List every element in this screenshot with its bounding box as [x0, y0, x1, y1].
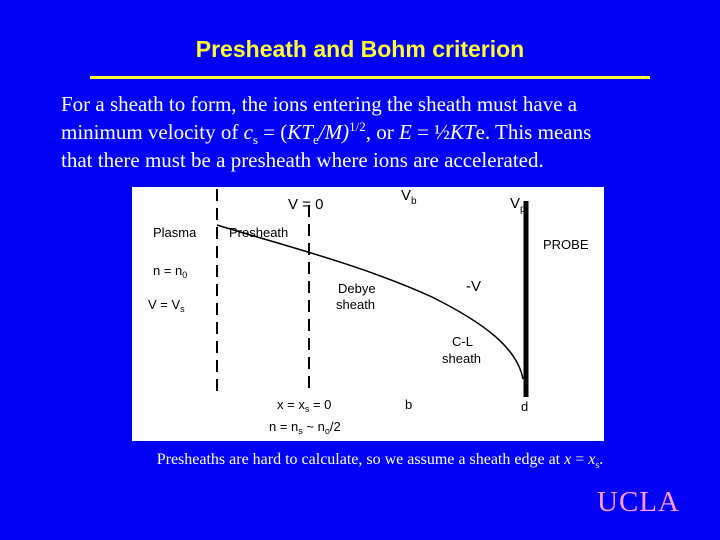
body-line-1: For a sheath to form, the ions entering the sheath must have a [61, 92, 578, 116]
voltage-subscript: s [180, 304, 185, 314]
presheath-label: Presheath [229, 225, 289, 240]
vp-subscript: p [520, 204, 526, 215]
body-text-segment: , or [365, 120, 399, 144]
x-position-label [277, 397, 331, 414]
mass-variable: /M) [318, 120, 350, 144]
sheath-diagram [132, 187, 604, 441]
vb-subscript: b [411, 196, 417, 207]
density-main: n = n [153, 263, 183, 278]
d-position-label: d [521, 399, 529, 414]
body-text-segment: minimum velocity of [61, 120, 244, 144]
cs-subscript: s [252, 132, 258, 148]
kt-subscript: e [312, 132, 319, 148]
body-paragraph [61, 90, 681, 174]
plasma-label: Plasma [153, 225, 197, 240]
sheath-density-subscript: s [298, 426, 303, 436]
v-zero-label: V = 0 [288, 196, 324, 213]
vp-main: V [510, 195, 521, 212]
voltage-label [148, 297, 185, 314]
density-subscript: 0 [182, 270, 188, 280]
exponent: 1/2 [349, 119, 366, 134]
ucla-logo: UCLA [597, 486, 680, 518]
sheath-density-tail: /2 [329, 419, 341, 434]
kt-variable: KT [287, 120, 313, 144]
density-label [153, 263, 187, 280]
body-text-segment: e. This means [475, 120, 592, 144]
sheath-diagram-svg [132, 187, 604, 441]
slide-title: Presheath and Bohm criterion [195, 36, 525, 62]
cs-variable: c [243, 120, 253, 144]
cl-label-line2: sheath [442, 351, 482, 366]
energy-variable: E [398, 120, 412, 144]
voltage-main: V = V [148, 297, 181, 312]
vb-label [401, 187, 417, 207]
caption-xs-variable: x [588, 451, 596, 468]
caption-equals: = [571, 451, 589, 468]
sheath-density-label [269, 419, 341, 436]
kte-variable: KT [449, 120, 476, 144]
b-position-label: b [405, 397, 413, 412]
sheath-density-subscript-2: o [324, 426, 330, 436]
body-line-2 [61, 118, 681, 146]
caption [0, 451, 720, 471]
body-line-3: that there must be a presheath where ions are accelerated. [61, 148, 544, 172]
debye-label-line1: Debye [338, 281, 376, 296]
x-position-main: x = x [277, 397, 305, 412]
title-underline [90, 76, 650, 79]
caption-xs-subscript: s [595, 460, 600, 472]
x-position-subscript: s [304, 404, 310, 414]
sheath-density-main: n = n [269, 419, 299, 434]
vp-label [510, 195, 526, 215]
x-position-tail: = 0 [309, 397, 332, 412]
minus-v-label: -V [466, 278, 481, 295]
caption-x-variable: x [564, 451, 572, 468]
body-text-segment: = ( [257, 120, 288, 144]
vb-main: V [401, 187, 412, 204]
caption-text: Presheaths are hard to calculate, so we assume a sheath edge at [156, 451, 565, 468]
caption-period: . [599, 451, 604, 468]
debye-label-line2: sheath [336, 297, 376, 312]
sheath-density-mid: ~ n [302, 419, 325, 434]
probe-label: PROBE [543, 237, 589, 252]
cl-label-line1: C-L [452, 334, 473, 349]
body-text-segment: = ½ [411, 120, 450, 144]
